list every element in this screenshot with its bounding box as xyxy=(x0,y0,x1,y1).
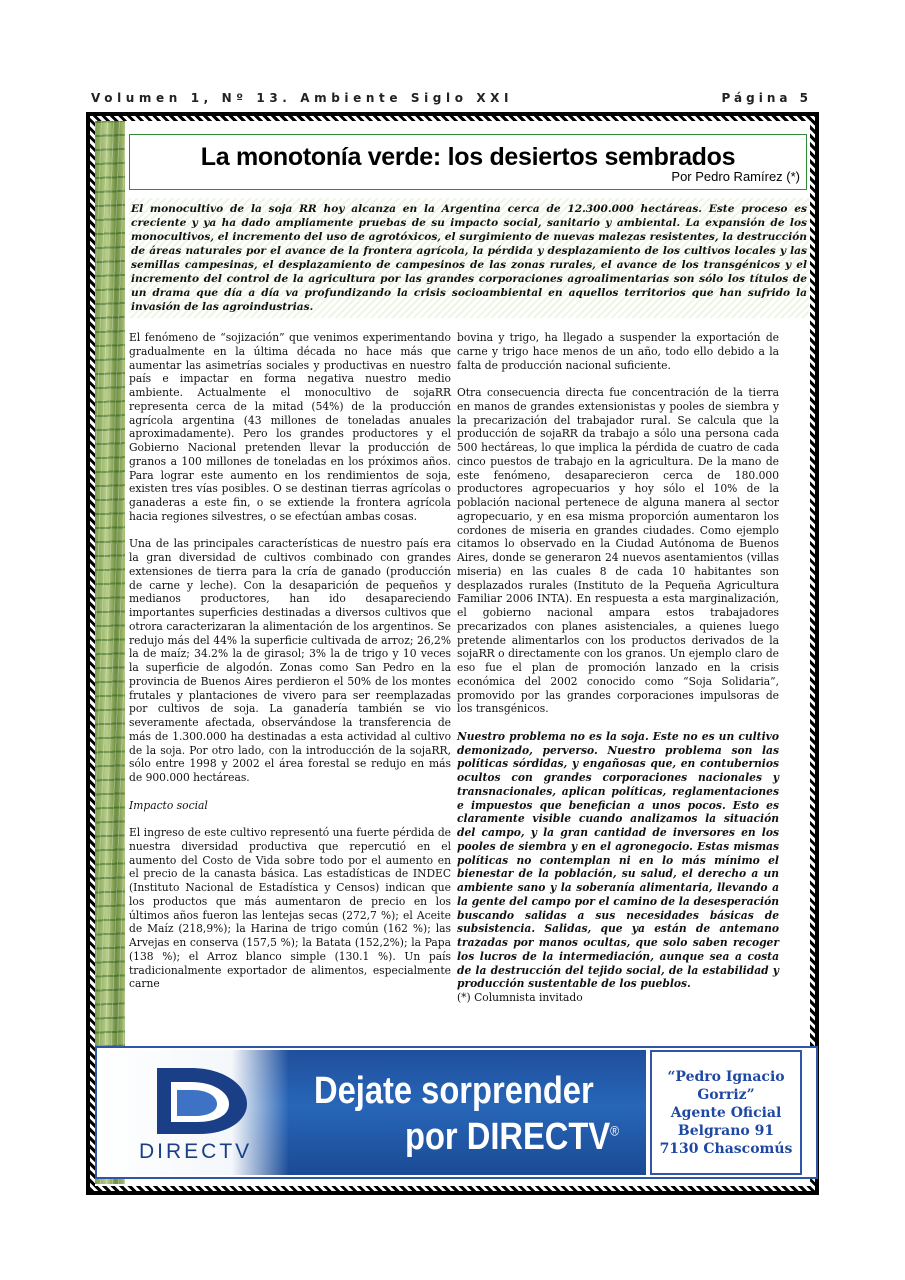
directv-logo-icon xyxy=(147,1060,267,1140)
article-title: La monotonía verde: los desiertos sembrados xyxy=(200,143,736,171)
paragraph: El fenómeno de “sojización” que venimos experimentando gradualmente en la última década no hace más que aumentar las asimetrías sociales y productivas en nuestro país e impactar en forma negativa nuestro medio ambiente. Actualmente el monocultivo de sojaRR representa cerca de la mitad (54%) de la producción agrícola argentina (43 millones de toneladas anuales aproximadamente). Pero los grandes productores y el Gobierno Nacional pretenden llevar la producción de granos a 100 millones de toneladas en los próximos años. Para lograr este aumento en los rendimientos de soja, existen tres vías posibles. O se destinan tierras agrícolas o ganaderas a este fin, o se extiende la frontera agrícola hacia regiones silvestres, o se efectúan ambas cosas. xyxy=(129,331,451,523)
agent-name-line2: Gorriz” xyxy=(697,1086,755,1103)
paragraph: bovina y trigo, ha llegado a suspender la exportación de carne y trigo hace menos de un año, todo ello debido a la falta de producción nacional suficiente. xyxy=(457,331,779,372)
paragraph: Otra consecuencia directa fue concentración de la tierra en manos de grandes extensionistas y pooles de siembra y la precarización del trabajador rural. Se calcula que la producción de sojaRR da trabajo a sólo una persona cada 500 hectáreas, lo que implica la pérdida de cuatro de cada cinco puestos de trabajo en la agricultura. De la mano de este fenómeno, desaparecieron cerca de 180.000 productores agropecuarios y hoy sólo el 10% de la población nacional pertenece de alguna manera al sector agropecuario, y en esa misma proporción aumentaron los cordones de miseria en grandes ciudades. Como ejemplo citamos lo observado en la Ciudad Autónoma de Buenos Aires, donde se generaron 24 nuevos asentamientos (villas miseria) en las cuales 8 de cada 10 habitantes son desplazados rurales (Instituto de la Pequeña Agricultura Familiar 2006 INTA). En respuesta a esta marginalización, el gobierno nacional ampara estos trabajadores precarizados con planes asistenciales, a quienes luego pretende alimentarlos con los productos derivados de la sojaRR o directamente con los granos. Un ejemplo claro de eso fue el plan de promoción lanzado en la crisis económica del 2002 conocido como “Soja Solidaria”, promovido por las grandes corporaciones impulsoras de los transgénicos. xyxy=(457,386,779,716)
agent-info xyxy=(650,1050,802,1175)
conclusion-paragraph: Nuestro problema no es la soja. Este no es un cultivo demonizado, perverso. Nuestro problema son las políticas sórdidas, y engañosas que, en contubernios ocultos con grandes corporaciones nacionales y transnacionales, aplican políticas, reglamentaciones e impuestos que benefician a unos pocos. Esto es claramente visible cuando analizamos la situación del campo, y la gran cantidad de inversores en los pooles de siembra y en el agronegocio. Estas mismas políticas no contemplan ni en lo más mínimo el bienestar de la población, su salud, el derecho a un ambiente sano y la soberanía alimentaria, llevando a la gente del campo por el camino de la desesperación buscando salidas a sus necesidades básicas de subsistencia. Salidas, que ya están de antemano trazadas por manos ocultas, que solo saben recoger los lucros de la intermediación, aunque sea a costa de la destrucción del tejido social, de la estabilidad y producción sustentable de los pueblos. xyxy=(457,729,779,991)
article-lead: El monocultivo de la soja RR hoy alcanza en la Argentina cerca de 12.300.000 hectáreas. Este proceso es creciente y ya ha dado ampliamente pruebas de su impacto social, sanitario y ambiental. La expansión de los monocultivos, el incremento del uso de agrotóxicos, el surgimiento de nuevas malezas resistentes, la destrucción de áreas naturales por el avance de la frontera agrícola, la pérdida y desplazamiento de los cultivos locales y las semillas campesinas, el desplazamiento de campesinos de las zonas rurales, el avance de los transgénicos y el incremento del control de la agricultura por las grandes corporaciones agroalimentarias son sólo los títulos de un drama que día a día va profundizando la crisis socioambiental en aquellos territorios que han sufrido la invasión de las agroindustrias. xyxy=(129,198,809,318)
directv-logo xyxy=(99,1050,289,1175)
directv-banner[interactable] xyxy=(99,1050,646,1175)
agent-role: Agente Oficial xyxy=(670,1104,782,1121)
registered-mark: ® xyxy=(610,1122,620,1139)
agent-city: 7130 Chascomús xyxy=(659,1140,793,1157)
author-note: (*) Columnista invitado xyxy=(457,991,583,1004)
directv-logo-text: DIRECTV xyxy=(139,1140,253,1163)
header-page-number: Página 5 xyxy=(721,91,812,105)
advertisement[interactable] xyxy=(95,1046,818,1179)
ad-slogan-line2 xyxy=(405,1116,619,1159)
article-frame xyxy=(86,112,819,1195)
ad-slogan-line1: Dejate sorprender xyxy=(314,1070,594,1112)
agent-name-line1: “Pedro Ignacio xyxy=(667,1068,785,1085)
article-author: Por Pedro Ramírez (*) xyxy=(671,169,800,184)
header-volume: Volumen 1, Nº 13. Ambiente Siglo XXI xyxy=(91,91,514,105)
column-left xyxy=(129,331,451,991)
ad-slogan-text: por DIRECTV xyxy=(405,1116,611,1158)
article-body xyxy=(95,121,810,1186)
column-right xyxy=(457,331,779,1005)
subheading: Impacto social xyxy=(129,798,208,812)
grass-decoration xyxy=(95,121,125,1184)
agent-address: Belgrano 91 xyxy=(677,1122,775,1139)
title-box xyxy=(129,134,807,190)
paragraph: Una de las principales características de nuestro país era la gran diversidad de cultivos combinado con grandes extensiones de tierra para la cría de ganado (producción de carne y leche). Con la desaparición de pequeños y medianos productores, han ido desapareciendo importantes superficies destinadas a diversos cultivos que otrora caracterizaran la alimentación de los argentinos. Se redujo más del 44% la superficie cultivada de arroz; 26,2% la de maíz; 34.2% la de girasol; 3% la de trigo y 10 veces la superficie de algodón. Zonas como San Pedro en la provincia de Buenos Aires perdieron el 50% de los montes frutales y plantaciones de vivero para ser reemplazadas por cultivos de soja. La ganadería también se vio severamente afectada, observándose la transferencia de más de 1.300.000 ha destinadas a esta actividad al cultivo de la soja. Por otro lado, con la introducción de la sojaRR, sólo entre 1998 y 2002 el área forestal se redujo en más de 900.000 hectáreas. xyxy=(129,537,451,784)
paragraph: El ingreso de este cultivo representó una fuerte pérdida de nuestra diversidad productiva que repercutió en el aumento del Costo de Vida sobre todo por el aumento en el precio de la canasta básica. Las estadísticas de INDEC (Instituto Nacional de Estadística y Censos) indican que los productos que más aumentaron de precio en los últimos años fueron las lentejas secas (272,7 %); el Aceite de Maíz (218,9%); la Harina de trigo común (162 %); las Arvejas en conserva (157,5 %); la Batata (152,2%); la Papa (138 %); el Arroz blanco simple (130.1 %). Un país tradicionalmente exportador de alimentos, especialmente carne xyxy=(129,826,451,991)
